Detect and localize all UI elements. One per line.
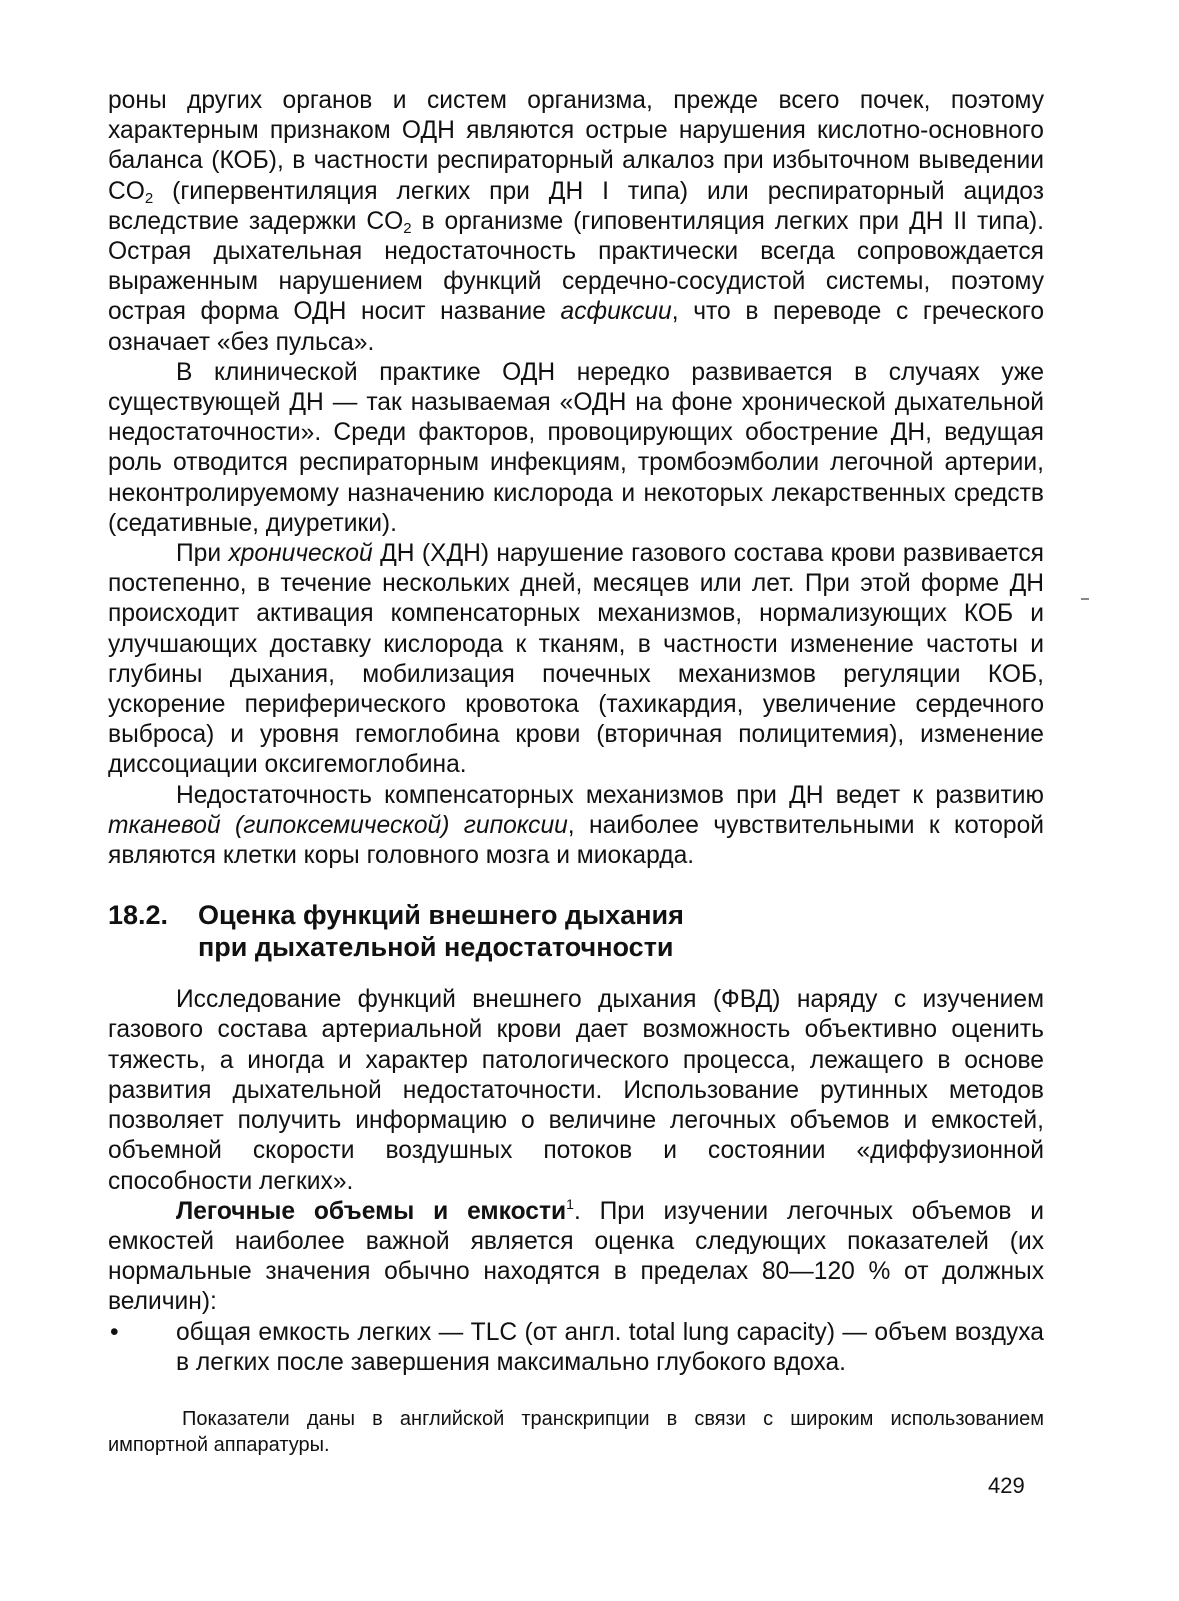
list-item: [108, 1318, 1044, 1378]
page-number: 429: [988, 1473, 1025, 1498]
paragraph-text: роны других органов и систем организма, прежде всего почек, поэтому характерным признаком ОДН являются острые нарушения кислотно-основного баланса (КОБ), в частности респираторный алкалоз при избыточном выведении CO: [108, 87, 1044, 205]
paragraph-text: Недостаточность компенсаторных механизмов при ДН ведет к развитию: [176, 781, 1044, 809]
section-heading: [108, 899, 1044, 963]
paragraph-text: , наиболее чувствительными к которой являются клетки коры головного мозга и миокарда.: [108, 811, 1044, 870]
italic-term-hypoxia: тканевой (гипоксемической) гипоксии: [108, 811, 568, 839]
section-title-line2: при дыхательной недостаточности: [198, 932, 674, 963]
paragraph-text: В клинической практике ОДН нередко развивается в случаях уже существующей ДН — так называемая «ОДН на фоне хронической дыхательной недостаточности». Среди факторов, провоцирующих обострение ДН, ведущая роль отводится респираторным инфекциям, тромбоэмболии легочной артерии, неконтролируемому назначению кислорода и некоторых лекарственных средств (седативные, диуретики).: [108, 358, 1044, 537]
paragraph-odn-acid-base: [108, 86, 1044, 358]
paragraph-compensatory-failure: [108, 781, 1044, 872]
paragraph-lung-volumes: [108, 1197, 1044, 1318]
paragraph-text: Исследование функций внешнего дыхания (ФВД) наряду с изучением газового состава артериальной крови дает возможность объективно оценить тяжесть, а иногда и характер патологического процесса, лежащего в основе развития дыхательной недостаточности. Использование рутинных методов позволяет получить информацию о величине легочных объемов и емкостей, объемной скорости воздушных потоков и состоянии «диффузионной способности легких».: [108, 986, 1044, 1195]
scan-artifact: [1081, 598, 1089, 600]
paragraph-text: . При изучении легочных объемов и емкостей наиболее важной является оценка следующих показателей (их нормальные значения обычно находятся в пределах 80—120 % от должных величин):: [108, 1197, 1044, 1316]
footnote-ref: 1: [566, 1195, 574, 1212]
paragraph-text: в организме (гиповентиляция легких при ДН II типа). Острая дыхательная недостаточность практически всегда сопровождается выраженным нарушением функций сердечно-сосудистой системы, поэтому острая форма ОДН носит название: [108, 207, 1044, 326]
footnote: [108, 1406, 1044, 1458]
subscript-2: 2: [144, 189, 154, 207]
paragraph-text: ДН (ХДН) нарушение газового состава крови развивается постепенно, в течение нескольких дней, месяцев или лет. При этой форме ДН происходит активация компенсаторных механизмов, нормализующих КОБ и улучшающих доставку кислорода к тканям, в частности изменение частоты и глубины дыхания, мобилизация почечных механизмов регуляции КОБ, ускорение периферического кровотока (тахикардия, увеличение сердечного выброса) и уровня гемоглобина крови (вторичная полицитемия), изменение диссоциации оксигемоглобина.: [108, 540, 1044, 779]
section-title-line1: Оценка функций внешнего дыхания: [198, 900, 684, 931]
italic-term-asphyxia: асфиксии: [560, 298, 672, 326]
subscript-2: 2: [403, 219, 412, 237]
paragraph-fvd-study: [108, 985, 1044, 1196]
paragraph-text: , что в переводе с греческого означает «без пульса».: [108, 298, 1045, 356]
bullet-icon: •: [110, 1318, 119, 1346]
paragraph-chronic-dn: [108, 539, 1044, 781]
paragraph-text: (гипервентиляция легких при ДН I типа) или респираторный ацидоз вследствие задержки CO: [108, 177, 1044, 235]
italic-term-chronic: хронической: [228, 540, 373, 568]
list-item-text: общая емкость легких — TLC (от англ. total lung capacity) — объем воздуха в легких после завершения максимально глубокого вдоха.: [176, 1318, 1044, 1376]
footnote-text: Показатели даны в английской транскрипции в связи с широким использованием импортной аппаратуры.: [108, 1407, 1044, 1456]
bold-term-lung-volumes: Легочные объемы и емкости: [176, 1197, 567, 1225]
section-number: 18.2.: [108, 900, 169, 931]
paragraph-clinical-practice: [108, 358, 1044, 539]
page-body: [108, 86, 1044, 1478]
paragraph-text: При: [176, 540, 229, 568]
